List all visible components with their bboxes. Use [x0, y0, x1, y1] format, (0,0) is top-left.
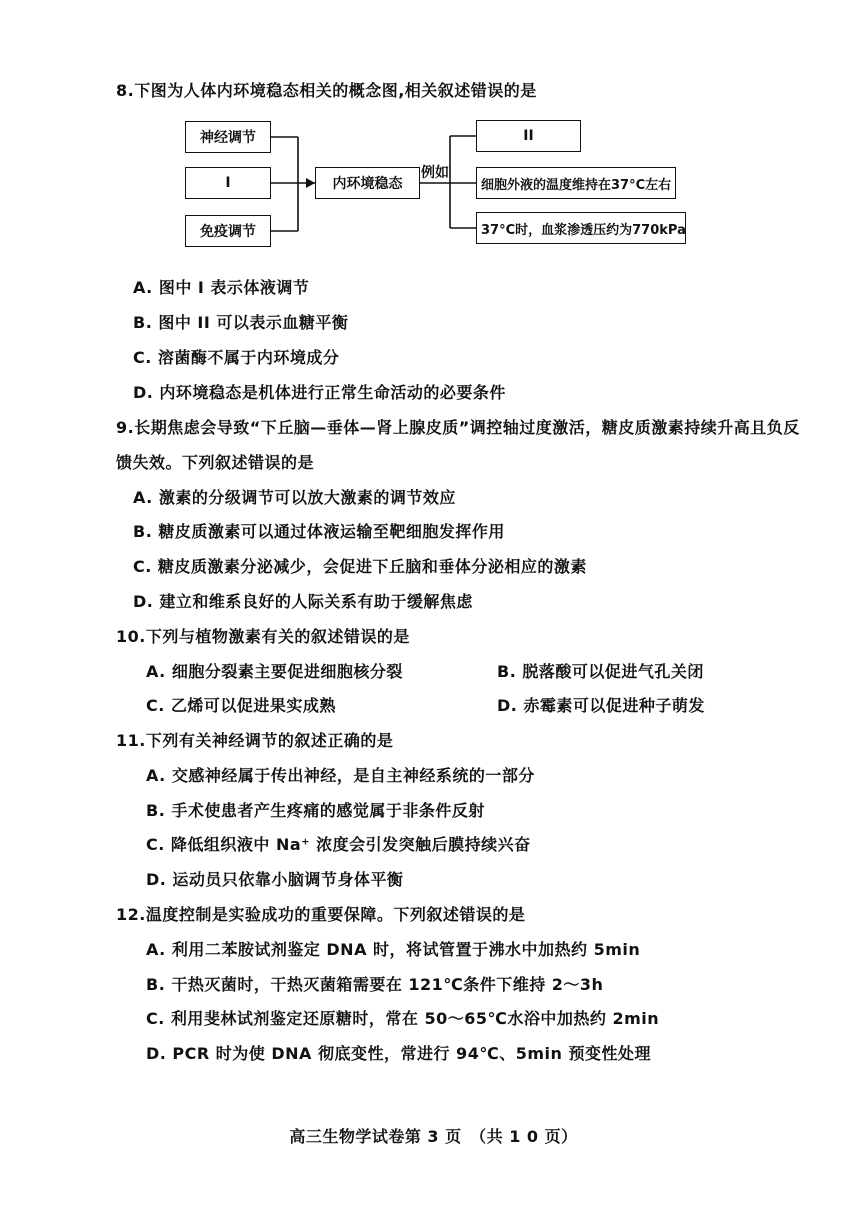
box-ii: II	[476, 120, 581, 152]
q10-option-c: C. 乙烯可以促进果实成熟	[146, 696, 336, 715]
q11-stem: 11.下列有关神经调节的叙述正确的是	[116, 731, 394, 750]
q11-option-b: B. 手术使患者产生疼痛的感觉属于非条件反射	[146, 801, 485, 820]
q9-stem-line1: 9.长期焦虑会导致“下丘脑—垂体—肾上腺皮质”调控轴过度激活，糖皮质激素持续升高且负反	[116, 418, 800, 437]
q12-stem: 12.温度控制是实验成功的重要保障。下列叙述错误的是	[116, 905, 526, 924]
box-immune-regulation: 免疫调节	[185, 215, 271, 247]
q12-option-d: D. PCR 时为使 DNA 彻底变性，常进行 94℃、5min 预变性处理	[146, 1044, 651, 1063]
example-label: 例如	[421, 165, 449, 181]
q12-option-a: A. 利用二苯胺试剂鉴定 DNA 时，将试管置于沸水中加热约 5min	[146, 940, 641, 959]
q8-option-d: D. 内环境稳态是机体进行正常生命活动的必要条件	[133, 383, 506, 402]
q10-stem: 10.下列与植物激素有关的叙述错误的是	[116, 627, 410, 646]
box-nerve-regulation: 神经调节	[185, 121, 271, 153]
q10-option-b: B. 脱落酸可以促进气孔关闭	[497, 662, 704, 681]
q11-option-a: A. 交感神经属于传出神经，是自主神经系统的一部分	[146, 766, 535, 785]
q10-option-d: D. 赤霉素可以促进种子萌发	[497, 696, 705, 715]
q12-option-c: C. 利用斐林试剂鉴定还原糖时，常在 50～65℃水浴中加热约 2min	[146, 1009, 660, 1028]
q8-option-b: B. 图中 II 可以表示血糖平衡	[133, 313, 349, 332]
q9-option-a: A. 激素的分级调节可以放大激素的调节效应	[133, 488, 456, 507]
box-homeostasis: 内环境稳态	[315, 167, 420, 199]
q12-option-b: B. 干热灭菌时，干热灭菌箱需要在 121℃条件下维持 2～3h	[146, 975, 604, 994]
q11-option-c: C. 降低组织液中 Na⁺ 浓度会引发突触后膜持续兴奋	[146, 835, 531, 854]
q9-stem-line2: 馈失效。下列叙述错误的是	[116, 453, 315, 472]
box-i: I	[185, 167, 271, 199]
q9-option-c: C. 糖皮质激素分泌减少，会促进下丘脑和垂体分泌相应的激素	[133, 557, 587, 576]
q9-option-b: B. 糖皮质激素可以通过体液运输至靶细胞发挥作用	[133, 522, 505, 541]
q9-option-d: D. 建立和维系良好的人际关系有助于缓解焦虑	[133, 592, 473, 611]
q8-stem: 8.下图为人体内环境稳态相关的概念图,相关叙述错误的是	[116, 81, 537, 100]
concept-map-connectors	[0, 0, 867, 260]
box-osmotic-pressure: 37°C时，血浆渗透压约为770kPa	[476, 212, 686, 244]
page-footer: 高三生物学试卷第 3 页 （共 1 0 页）	[289, 1127, 578, 1146]
q10-option-a: A. 细胞分裂素主要促进细胞核分裂	[146, 662, 403, 681]
q11-option-d: D. 运动员只依靠小脑调节身体平衡	[146, 870, 404, 889]
q8-option-c: C. 溶菌酶不属于内环境成分	[133, 348, 340, 367]
q8-option-a: A. 图中 I 表示体液调节	[133, 278, 310, 297]
box-temperature: 细胞外液的温度维持在37°C左右	[476, 167, 676, 199]
